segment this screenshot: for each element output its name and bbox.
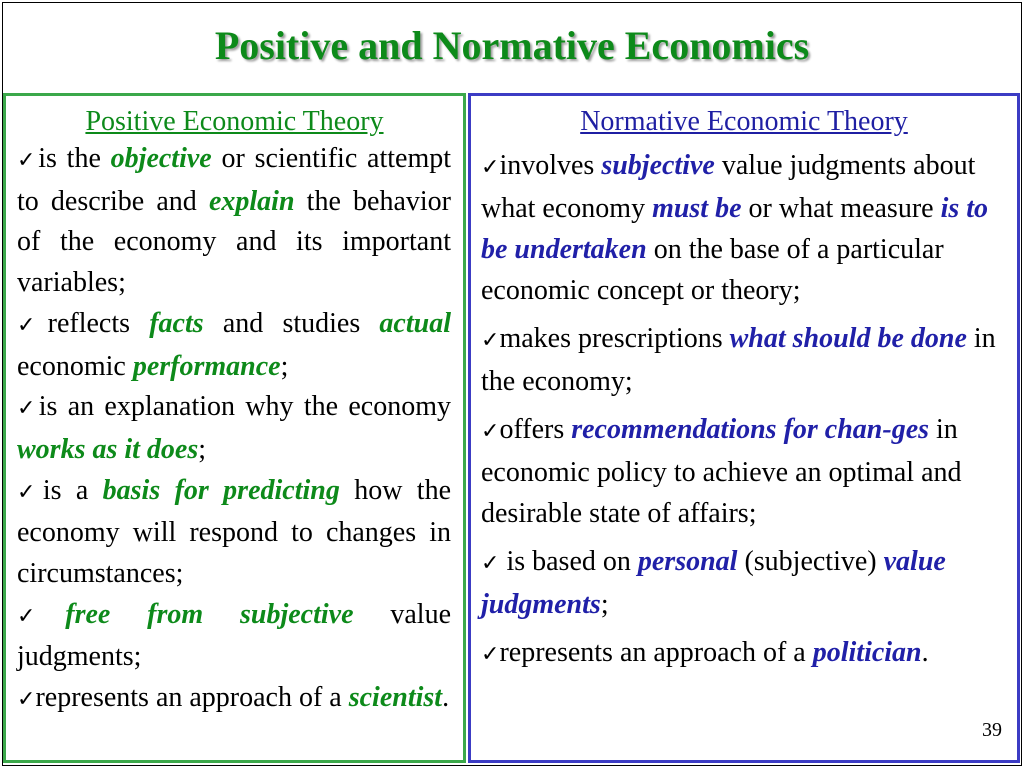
keyword: recommendations for chan-ges	[571, 414, 930, 445]
keyword: value judgments	[481, 546, 946, 620]
text-run: is a	[42, 474, 103, 506]
normative-bullet	[481, 145, 1003, 311]
text-run: ;	[198, 433, 207, 465]
check-mark-icon: ✓	[17, 687, 36, 713]
text-run: value judgments;	[17, 598, 451, 673]
text-run: or scientific attempt to describe and	[17, 143, 451, 217]
text-run: is based on	[499, 546, 638, 577]
normative-bullet	[481, 409, 1003, 534]
text-run: .	[442, 682, 450, 714]
text-run: on the base of a particular economic concept or theory;	[481, 234, 944, 306]
normative-bullet	[481, 541, 1003, 625]
positive-theory-text	[6, 139, 463, 721]
text-run: (subjective)	[737, 546, 884, 577]
text-run: in the economy;	[481, 323, 996, 397]
text-run: how the economy will respond to changes in circumstances;	[17, 474, 451, 590]
keyword: explain	[208, 185, 295, 217]
positive-theory-panel	[3, 93, 466, 763]
text-run: ;	[280, 350, 289, 382]
check-mark-icon: ✓	[17, 479, 43, 505]
text-run: represents an approach of a	[35, 682, 349, 714]
check-mark-icon: ✓	[481, 328, 500, 353]
normative-theory-heading: Normative Economic Theory	[580, 106, 908, 137]
check-mark-icon: ✓	[481, 155, 500, 180]
text-run: in economic policy to achieve an optimal and desirable state of affairs;	[481, 414, 962, 529]
text-run: makes prescriptions	[499, 323, 730, 354]
keyword: scientist	[348, 682, 443, 714]
text-run: the behavior of the economy and its important variables;	[17, 185, 451, 299]
text-run: .	[921, 637, 929, 668]
text-run: and studies	[203, 307, 380, 339]
check-mark-icon: ✓	[481, 642, 500, 667]
keyword: personal	[637, 546, 738, 577]
keyword: facts	[149, 307, 204, 339]
text-run: is the	[38, 143, 111, 174]
check-mark-icon: ✓	[17, 603, 66, 629]
keyword: actual	[379, 307, 451, 339]
normative-theory-panel	[468, 93, 1020, 763]
keyword: free from subjective	[65, 598, 354, 630]
text-run: is an explanation why the economy	[38, 391, 451, 423]
text-run: ;	[600, 589, 609, 620]
keyword: subjective	[601, 150, 715, 181]
normative-bullet	[481, 318, 1003, 402]
keyword: must be	[652, 193, 742, 224]
check-mark-icon: ✓	[17, 148, 39, 173]
normative-theory-text	[471, 145, 1017, 675]
keyword: basis for predicting	[102, 474, 340, 506]
slide-title: Positive and Normative Economics	[214, 23, 810, 68]
text-run: reflects	[47, 307, 150, 339]
keyword: politician	[812, 637, 922, 668]
keyword: what should be done	[729, 323, 967, 354]
keyword: objective	[110, 143, 212, 174]
check-mark-icon: ✓	[17, 396, 39, 422]
keyword: works as it does	[17, 433, 199, 465]
keyword: is to be undertaken	[481, 193, 989, 265]
normative-bullet	[481, 632, 1003, 675]
text-run: represents an approach of a	[499, 637, 813, 668]
check-mark-icon: ✓	[17, 312, 48, 338]
check-mark-icon: ✓	[481, 419, 500, 444]
text-run: involves	[499, 150, 602, 181]
positive-theory-heading: Positive Economic Theory	[85, 106, 384, 137]
text-run: offers	[499, 414, 572, 445]
page-number: 39	[982, 719, 1002, 741]
check-mark-icon: ✓	[481, 551, 500, 576]
keyword: performance	[132, 350, 281, 382]
text-run: or what measure	[741, 193, 941, 224]
text-run: value judgments about what economy	[481, 150, 976, 224]
text-run: economic	[17, 350, 133, 382]
